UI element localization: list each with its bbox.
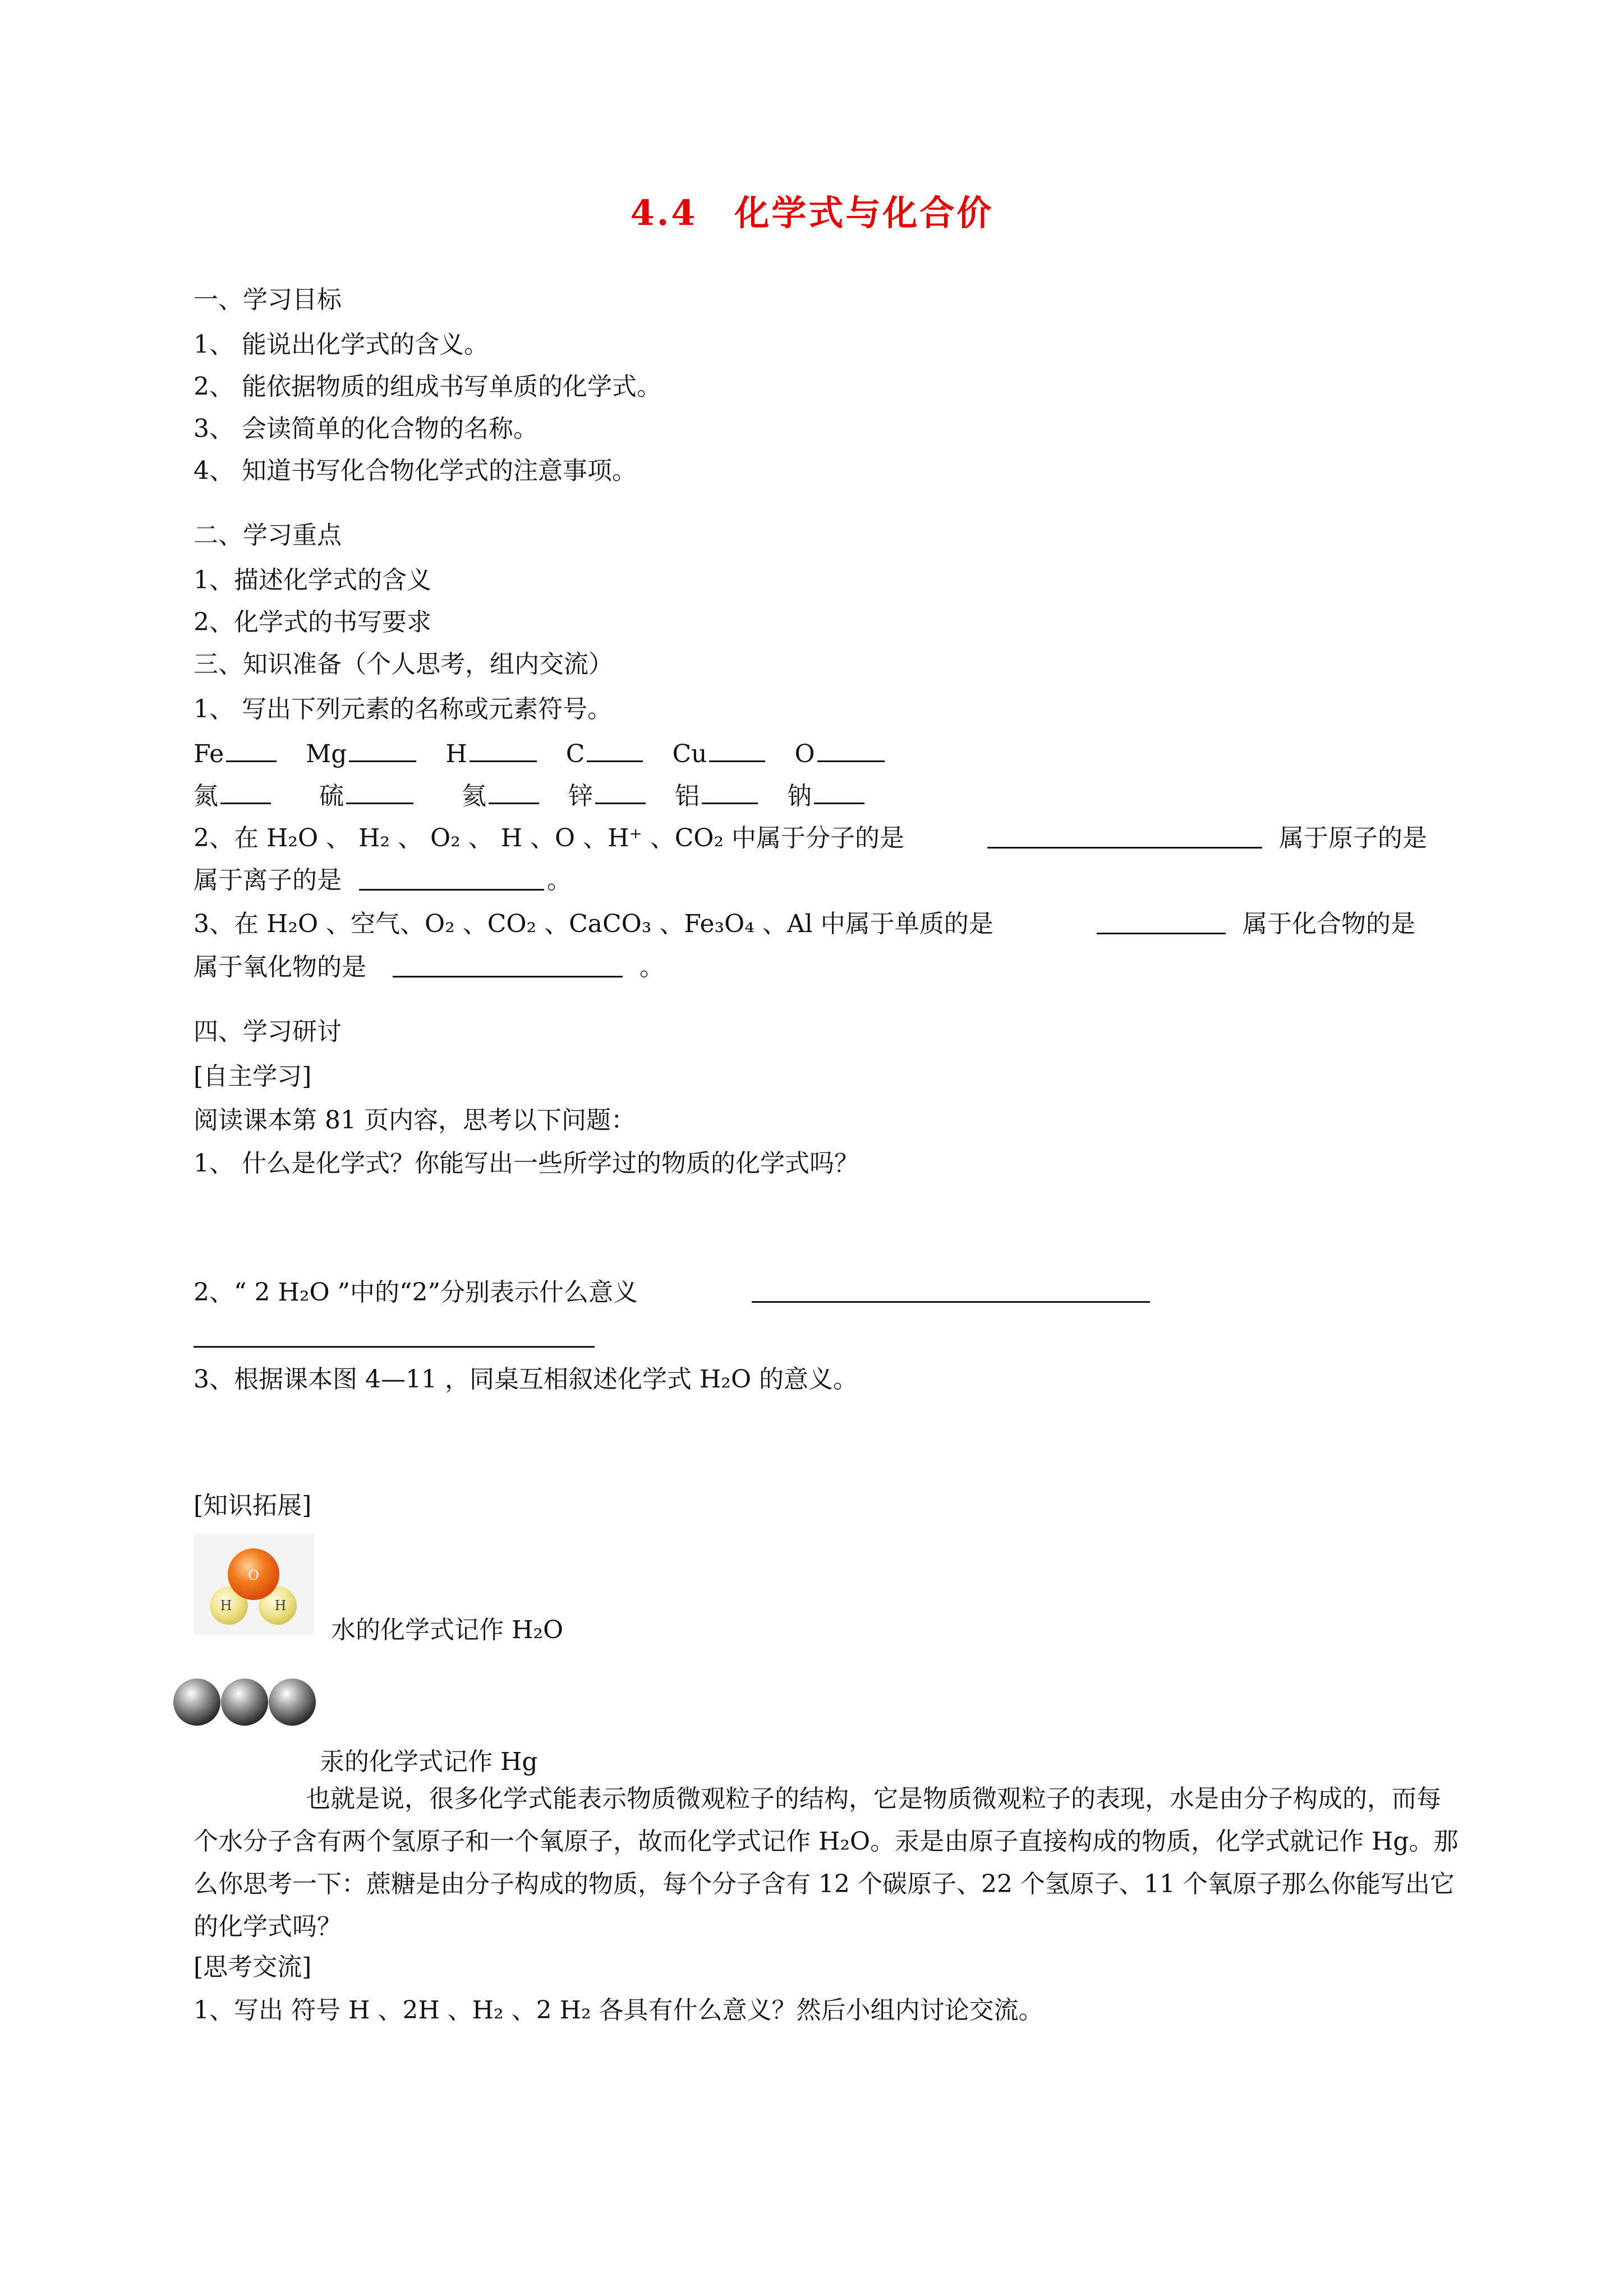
discussion-question-1: 1、写出 符号 H 、2H 、H₂ 、2 H₂ 各具有什么意义？然后小组内讨论交流。 — [194, 1996, 1043, 2025]
answer-blank[interactable] — [194, 1346, 595, 1348]
answer-blank[interactable] — [349, 738, 416, 762]
keypoint-item: 2、化学式的书写要求 — [194, 608, 431, 637]
reading-instruction: 阅读课本第 81 页内容，思考以下问题： — [194, 1106, 636, 1135]
answer-blank[interactable] — [226, 738, 277, 762]
goal-item: 2、 能依据物质的组成书写单质的化学式。 — [194, 372, 661, 401]
question-3-compounds-label: 属于化合物的是 — [1243, 910, 1415, 938]
keypoint-item: 1、描述化学式的含义 — [194, 566, 431, 594]
page-title: 4.4 化学式与化合价 — [630, 192, 994, 233]
symbol-label: Mg — [306, 740, 347, 768]
symbol-fill-row — [194, 737, 887, 771]
element-name-label: 铝 — [675, 782, 700, 810]
answer-blank[interactable] — [709, 738, 765, 762]
section-heading-keypoints: 二、学习重点 — [194, 521, 342, 550]
goal-item: 4、 知道书写化合物化学式的注意事项。 — [194, 457, 637, 485]
study-question-3: 3、根据课本图 4—11 ，同桌互相叙述化学式 H₂O 的意义。 — [194, 1365, 858, 1394]
study-question-2: 2、“ 2 H₂O ”中的“2”分别表示什么意义 — [194, 1278, 638, 1307]
answer-blank[interactable] — [702, 780, 758, 804]
subheading-self-study: [自主学习] — [194, 1062, 312, 1091]
symbol-label: C — [565, 740, 585, 768]
question-3-line-1: 3、在 H₂O 、空气、O₂ 、CO₂ 、CaCO₃ 、Fe₃O₄ 、Al 中属于单质的是 — [194, 910, 993, 938]
study-question-1: 1、 什么是化学式？你能写出一些所学过的物质的化学式吗？ — [194, 1149, 859, 1178]
explanation-paragraph: 也就是说，很多化学式能表示物质微观粒子的结构，它是物质微观粒子的表现，水是由分子构成的，而每个水分子含有两个氢原子和一个氧原子，故而化学式记作 H₂O。汞是由原子直接构成的物质，化学式就记作 Hg。那么你思考一下：蔗糖是由分子构成的物质，每个分子含有 12 个碳原子、22 个氢原子、11 个氧原子那么你能写出它的化学式吗？ — [194, 1785, 1459, 1941]
mercury-atom — [221, 1679, 268, 1726]
section-heading-study: 四、学习研讨 — [194, 1017, 342, 1046]
question-2-line-2: 属于离子的是 — [194, 866, 342, 895]
answer-blank[interactable] — [470, 738, 537, 762]
symbol-label: Cu — [672, 740, 707, 768]
symbol-label: H — [445, 740, 467, 768]
goal-item: 3、 会读简单的化合物的名称。 — [194, 414, 538, 443]
answer-blank[interactable] — [220, 780, 271, 804]
oxygen-label: O — [248, 1567, 259, 1583]
question-2-line-1: 2、在 H₂O 、 H₂ 、 O₂ 、 H 、O 、H⁺ 、CO₂ 中属于分子的是 — [194, 824, 905, 852]
name-fill-row — [194, 780, 867, 813]
answer-blank[interactable] — [987, 847, 1262, 849]
mercury-atom — [269, 1679, 316, 1726]
answer-blank[interactable] — [587, 738, 643, 762]
period: 。 — [547, 866, 572, 895]
question-2-atoms-label: 属于原子的是 — [1279, 824, 1427, 852]
mercury-atoms-image — [171, 1677, 323, 1727]
answer-blank[interactable] — [817, 738, 885, 762]
symbol-label: O — [794, 740, 815, 768]
hydrogen-label: H — [274, 1598, 287, 1613]
section-heading-preparation: 三、知识准备（个人思考，组内交流） — [194, 650, 613, 679]
period: 。 — [640, 953, 664, 981]
element-name-label: 氦 — [462, 782, 486, 810]
mercury-caption: 汞的化学式记作 Hg — [320, 1748, 538, 1776]
answer-blank[interactable] — [595, 780, 646, 804]
element-name-label: 硫 — [319, 782, 344, 810]
answer-blank[interactable] — [489, 780, 539, 804]
answer-blank[interactable] — [393, 976, 623, 978]
goal-item: 1、 能说出化学式的含义。 — [194, 330, 489, 359]
answer-blank[interactable] — [359, 889, 544, 891]
water-caption: 水的化学式记作 H₂O — [331, 1616, 564, 1644]
water-molecule-image — [194, 1534, 314, 1635]
answer-blank[interactable] — [814, 780, 864, 804]
mercury-atom — [173, 1679, 220, 1726]
element-name-label: 钠 — [787, 782, 812, 810]
element-name-label: 氮 — [194, 782, 218, 810]
question-1: 1、 写出下列元素的名称或元素符号。 — [194, 695, 612, 723]
symbol-label: Fe — [194, 740, 224, 768]
hydrogen-label: H — [220, 1598, 232, 1613]
element-name-label: 锌 — [568, 782, 593, 810]
answer-blank[interactable] — [1097, 933, 1226, 934]
answer-blank[interactable] — [346, 780, 413, 804]
subheading-discussion: [思考交流] — [194, 1953, 312, 1981]
answer-blank[interactable] — [752, 1301, 1150, 1303]
question-3-line-2: 属于氧化物的是 — [194, 953, 366, 981]
section-heading-goals: 一、学习目标 — [194, 285, 342, 314]
subheading-extension: [知识拓展] — [194, 1491, 312, 1520]
